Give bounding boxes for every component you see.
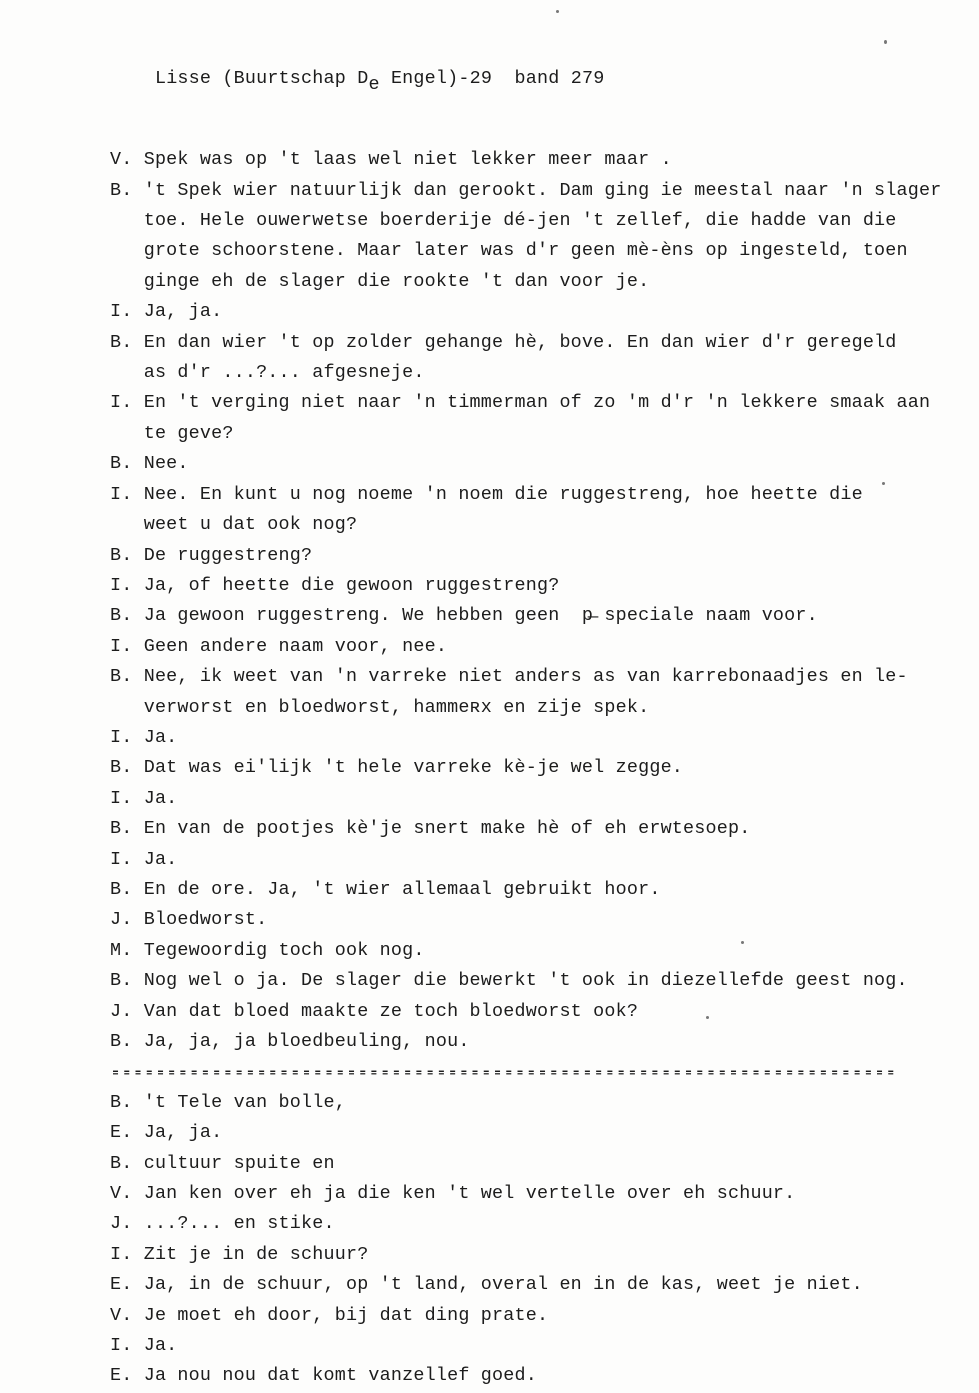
transcript-line: I. Ja. bbox=[110, 848, 178, 870]
transcript-line: B. Nee, ik weet van 'n varreke niet anders as van karrebonaadjes en le- bbox=[110, 666, 908, 688]
transcript-line: te geve? bbox=[110, 422, 234, 444]
transcript-line: B. cultuur spuite en bbox=[110, 1152, 335, 1174]
transcript-line: V. Jan ken over eh ja die ken 't wel vertelle over eh schuur. bbox=[110, 1183, 796, 1205]
transcript-line: I. Zit je in de schuur? bbox=[110, 1243, 369, 1265]
page-title-subscript: e bbox=[368, 73, 380, 95]
transcript-line: B. 't Spek wier natuurlijk dan gerookt. Dam ging ie meestal naar 'n slager bbox=[110, 179, 942, 201]
transcript-line: weet u dat ook nog? bbox=[110, 514, 358, 536]
transcript-line: V. Spek was op 't laas wel niet lekker meer maar . bbox=[110, 149, 672, 171]
transcript-line: I. Ja, of heette die gewoon ruggestreng? bbox=[110, 574, 560, 596]
transcript-line: J. Bloedworst. bbox=[110, 909, 268, 931]
transcript-line: B. En dan wier 't op zolder gehange hè, bove. En dan wier d'r geregeld bbox=[110, 331, 897, 353]
separator-line: ---------------------------------------------------------------------- bbox=[110, 1061, 897, 1083]
scan-speck bbox=[741, 941, 744, 944]
transcript-line: I. Nee. En kunt u nog noeme 'n noem die ruggestreng, hoe heette die bbox=[110, 483, 863, 505]
transcript-line: ginge eh de slager die rookte 't dan voor je. bbox=[110, 270, 650, 292]
transcript-line: toe. Hele ouwerwetse boerderije dé-jen 't zellef, die hadde van die bbox=[110, 210, 897, 232]
transcript-line: E. Ja nou nou dat komt vanzellef goed. bbox=[110, 1365, 537, 1387]
scan-speck bbox=[882, 482, 885, 485]
transcript-line: grote schoorstene. Maar later was d'r geen mè-èns op ingesteld, toen bbox=[110, 240, 908, 262]
transcript-line: B. Nee. bbox=[110, 453, 189, 475]
transcript-line: J. Van dat bloed maakte ze toch bloedworst ook? bbox=[110, 1000, 639, 1022]
transcript-line: B. Ja gewoon ruggestreng. We hebben geen p̶ speciale naam voor. bbox=[110, 605, 818, 627]
scan-speck bbox=[884, 40, 887, 44]
transcript-line: I. Ja. bbox=[110, 726, 178, 748]
transcript-line: B. 't Tele van bolle, bbox=[110, 1091, 346, 1113]
scan-speck bbox=[706, 1016, 709, 1019]
transcript-line: I. En 't verging niet naar 'n timmerman of zo 'm d'r 'n lekkere smaak aan bbox=[110, 392, 931, 414]
transcript-line: B. Dat was ei'lijk 't hele varreke kè-je wel zegge. bbox=[110, 757, 684, 779]
scan-speck bbox=[556, 10, 559, 13]
transcript-line: I. Geen andere naam voor, nee. bbox=[110, 635, 448, 657]
transcript-line: B. En de ore. Ja, 't wier allemaal gebruikt hoor. bbox=[110, 878, 661, 900]
transcript-line: V. Je moet eh door, bij dat ding prate. bbox=[110, 1304, 549, 1326]
transcript-line: B. De ruggestreng? bbox=[110, 544, 313, 566]
transcript-line: E. Ja, in de schuur, op 't land, overal en in de kas, weet je niet. bbox=[110, 1274, 863, 1296]
page-title bbox=[110, 34, 979, 125]
transcript-line: as d'r ...?... afgesneje. bbox=[110, 362, 425, 384]
transcript-line: M. Tegewoordig toch ook nog. bbox=[110, 939, 425, 961]
transcript-line: B. Nog wel o ja. De slager die bewerkt 't ook in diezellefde geest nog. bbox=[110, 970, 908, 992]
transcript-line: verworst en bloedworst, hammeʀx en zije spek. bbox=[110, 696, 650, 718]
transcript-line: J. ...?... en stike. bbox=[110, 1213, 335, 1235]
transcript-line: B. Ja, ja, ja bloedbeuling, nou. bbox=[110, 1031, 470, 1052]
transcript-line: I. Ja. bbox=[110, 1335, 178, 1357]
transcript-line: B. En van de pootjes kè'je snert make hè of eh erwtesoep. bbox=[110, 818, 751, 840]
page-title-prefix: Lisse (Buurtschap D bbox=[154, 68, 369, 90]
page-title-suffix: Engel)-29 band 279 bbox=[379, 68, 605, 90]
transcript-line: E. Ja, ja. bbox=[110, 1122, 223, 1144]
transcript-line: I. Ja. bbox=[110, 787, 178, 809]
transcript bbox=[110, 145, 979, 1392]
transcript-line: I. Ja, ja. bbox=[110, 301, 223, 323]
